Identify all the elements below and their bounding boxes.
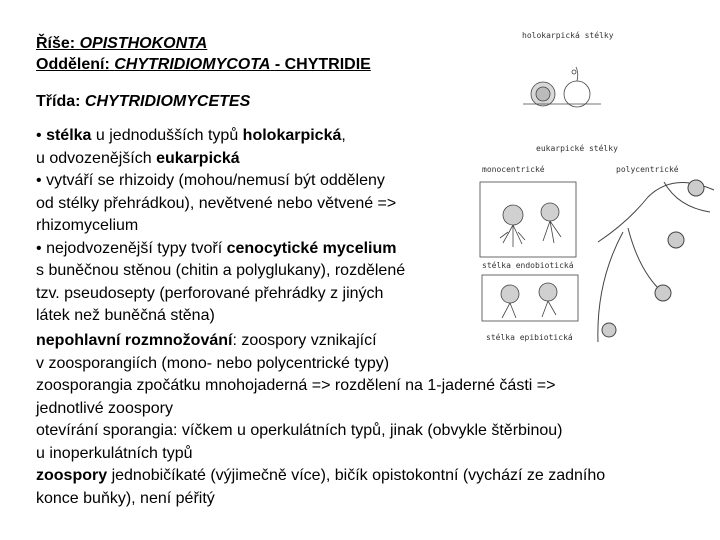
- division-heading: [36, 55, 371, 75]
- repro-line-3: zoosporangia zpočátku mnohojaderná => rozdělení na 1-jaderné části =>: [36, 377, 556, 394]
- caption-polycentric: polycentrické: [616, 165, 679, 174]
- caption-monocentric: monocentrické: [482, 165, 545, 174]
- thallus-line-7: s buněčnou stěnou (chitin a polyglukany), rozdělené: [36, 262, 406, 279]
- kingdom-value: OPISTHOKONTA: [79, 35, 208, 52]
- division-label: Oddělení:: [36, 56, 110, 73]
- holokarpic-illustration: [523, 67, 601, 107]
- term-cenocyticke-mycelium: cenocytické mycelium: [226, 239, 397, 257]
- thallus-section: [36, 125, 466, 328]
- kingdom-heading: [36, 34, 207, 54]
- thallus-line-1: [36, 125, 466, 148]
- thallus-line-4: od stélky přehrádkou), nevětvené nebo větvené =>: [36, 194, 397, 212]
- text-fragment: u jednodušších typů: [95, 127, 239, 144]
- thallus-line-6: [36, 238, 466, 261]
- text-fragment: nejodvozenější typy tvoří: [46, 239, 223, 257]
- thallus-line-8: tzv. pseudosepty (perforované přehrádky z jiných: [36, 284, 384, 302]
- repro-line-6: u inoperkulátních typů: [36, 444, 193, 462]
- bullet: •: [36, 172, 42, 189]
- repro-line-2: v zoosporangiích (mono- nebo polycentrické typy): [36, 354, 390, 372]
- text-fragment: vytváří se rhizoidy (mohou/nemusí být odděleny: [46, 172, 385, 189]
- thallus-line-2: [36, 148, 466, 171]
- bullet: •: [36, 127, 42, 144]
- thallus-line-5: rhizomycelium: [36, 217, 139, 234]
- text-fragment: u odvozenějších: [36, 149, 152, 167]
- text-fragment: ,: [341, 127, 346, 144]
- division-value: CHYTRIDIOMYCOTA: [114, 56, 271, 73]
- caption-endobiotic: stélka endobiotická: [482, 261, 574, 270]
- caption-epibiotic: stélka epibiotická: [486, 333, 573, 342]
- kingdom-label: Říše:: [36, 35, 76, 52]
- repro-line-4: jednotlivé zoospory: [36, 399, 173, 417]
- endobiotic-illustration: [482, 275, 578, 321]
- repro-line-7: [36, 465, 716, 488]
- repro-line-8: konce buňky), není péřitý: [36, 489, 215, 507]
- class-label: Třída:: [36, 93, 81, 110]
- reproduction-section: [36, 330, 716, 510]
- text-fragment: jednobičíkaté (výjimečně více), bičík opistokontní (vychází ze zadního: [111, 467, 606, 484]
- class-value: CHYTRIDIOMYCETES: [84, 93, 251, 110]
- class-heading: [36, 91, 250, 113]
- thallus-types-diagram: [478, 22, 716, 352]
- caption-eukarpic: eukarpické stélky: [536, 144, 618, 153]
- caption-holokarpic: holokarpická stélky: [522, 31, 614, 40]
- term-holokarpicka: holokarpická: [242, 127, 342, 144]
- term-nepohlavni-rozmnozovani: nepohlavní rozmnožování: [36, 332, 233, 349]
- term-eukarpicka: eukarpická: [156, 149, 240, 167]
- thallus-line-3: [36, 170, 466, 193]
- term-zoospory: zoospory: [36, 467, 108, 484]
- monocentric-illustration: [480, 182, 576, 257]
- polycentric-illustration: [598, 180, 714, 342]
- division-suffix: - CHYTRIDIE: [274, 56, 371, 73]
- bullet: •: [36, 239, 42, 257]
- thallus-line-9: látek než buněčná stěna): [36, 307, 215, 324]
- repro-line-5: otevírání sporangia: víčkem u operkulátních typů, jinak (obvykle štěrbinou): [36, 422, 563, 439]
- text-fragment: : zoospory vznikající: [232, 332, 377, 349]
- term-stelka: stélka: [46, 127, 92, 144]
